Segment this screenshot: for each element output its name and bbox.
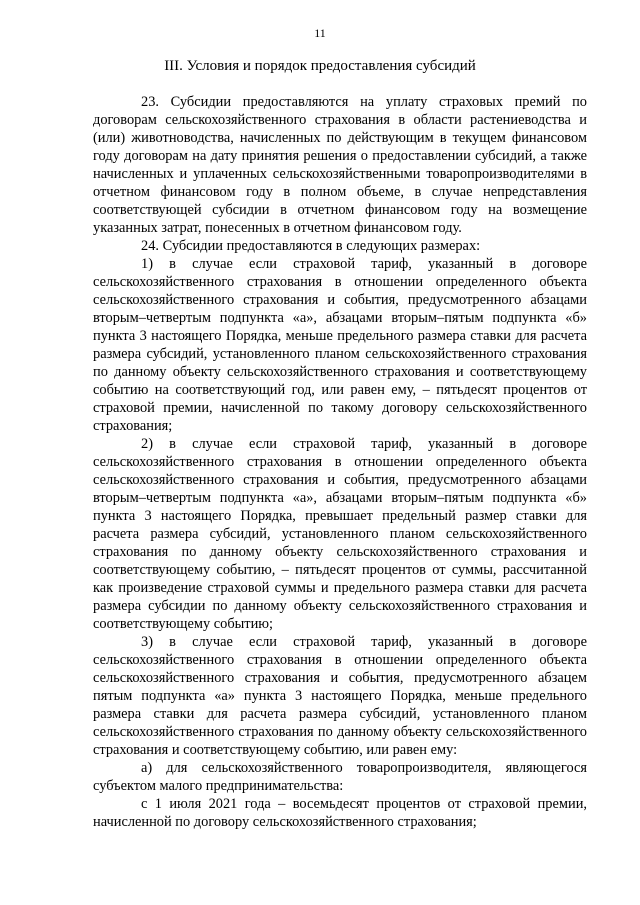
- subparagraph-3a-date: с 1 июля 2021 года – восемьдесят процентов от страховой премии, начисленной по договору сельскохозяйственного страхования;: [93, 796, 587, 830]
- paragraph-23: 23. Субсидии предоставляются на уплату страховых премий по договорам сельскохозяйственного страхования в области растениеводства и (или) животноводства, начисленных по действующим в текущем финансовом году договорам на дату принятия решения о предоставлении субсидий, а также начисленных и уплаченных сельскохозяйственными товаропроизводителями в отчетном финансовом году в полном объеме, в случае непредставления соответствующей субсидии в отчетном финансовом году на возмещение указанных затрат, понесенных в отчетном финансовом году.: [93, 94, 587, 236]
- section-title: III. Условия и порядок предоставления субсидий: [164, 58, 476, 74]
- document-body: [93, 93, 587, 831]
- subparagraph-2: 2) в случае если страховой тариф, указанный в договоре сельскохозяйственного страхования в отношении определенного объекта сельскохозяйственного страхования и события, предусмотренного абзацами вторым–четвертым подпункта «а», абзацами вторым–пятым подпункта «б» пункта 3 настоящего Порядка, превышает предельный размер ставки для расчета размера субсидий, установленного планом сельскохозяйственного страхования по данному объекту сельскохозяйственного страхования и соответствующему событию, – пятьдесят процентов от суммы, рассчитанной как произведение страховой суммы и предельного размера ставки для расчета размера субсидии по данному объекту сельскохозяйственного страхования и соответствующему событию;: [93, 436, 587, 632]
- page-number: 11: [314, 26, 326, 40]
- paragraph-24: 24. Субсидии предоставляются в следующих размерах:: [141, 238, 481, 254]
- subparagraph-1: 1) в случае если страховой тариф, указанный в договоре сельскохозяйственного страхования в отношении определенного объекта сельскохозяйственного страхования и события, предусмотренного абзацами вторым–четвертым подпункта «а», абзацами вторым–пятым подпункта «б» пункта 3 настоящего Порядка, меньше предельного размера ставки для расчета размера субсидий, установленного планом сельскохозяйственного страхования по данному объекту сельскохозяйственного страхования и соответствующему событию на соответствующий год, или равен ему, – пятьдесят процентов от страховой премии, начисленной по такому договору сельскохозяйственного страхования;: [93, 256, 587, 434]
- subparagraph-3: 3) в случае если страховой тариф, указанный в договоре сельскохозяйственного страхования в отношении определенного объекта сельскохозяйственного страхования и события, предусмотренного абзацем пятым подпункта «а» пункта 3 настоящего Порядка, меньше предельного размера ставки для расчета размера субсидий, установленного планом сельскохозяйственного страхования по данному объекту сельскохозяйственного страхования и соответствующему событию, или равен ему:: [93, 634, 587, 758]
- subparagraph-3a: а) для сельскохозяйственного товаропроизводителя, являющегося субъектом малого предпринимательства:: [93, 760, 587, 794]
